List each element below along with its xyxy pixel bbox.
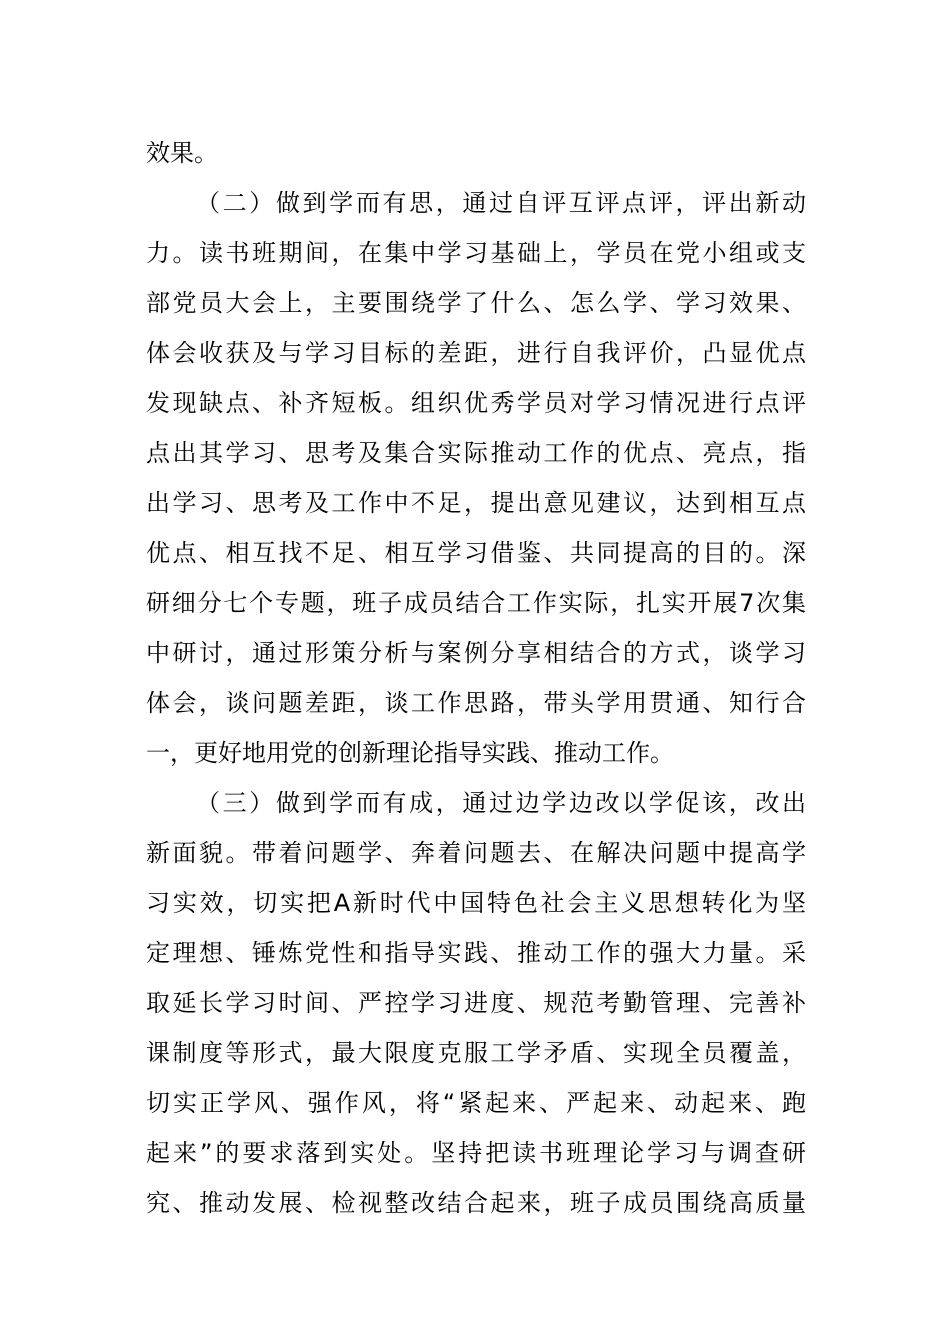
text-line: 新面貌。带着问题学、奔着问题去、在解决问题中提高学 — [146, 839, 806, 867]
text-line: 效果。 — [146, 139, 218, 167]
text-line: 中研讨，通过形策分析与案例分享相结合的方式，谈学习 — [146, 639, 806, 667]
text-line: 一，更好地用党的创新理论指导实践、推动工作。 — [146, 739, 674, 767]
text-line: 体会收获及与学习目标的差距，进行自我评价，凸显优点 — [146, 339, 806, 367]
text-line: 切实正学风、强作风，将“紧起来、严起来、动起来、跑 — [146, 1089, 806, 1117]
text-line: 究、推动发展、检视整改结合起来，班子成员围绕高质量 — [146, 1189, 806, 1217]
section-heading-line: （二）做到学而有思，通过自评互评点评，评出新动 — [196, 189, 806, 217]
text-line: 定理想、锤炼党性和指导实践、推动工作的强大力量。采 — [146, 939, 806, 967]
text-line: 发现缺点、补齐短板。组织优秀学员对学习情况进行点评 — [146, 389, 806, 417]
text-line: 力。读书班期间，在集中学习基础上，学员在党小组或支 — [146, 239, 806, 267]
text-line: 点出其学习、思考及集合实际推动工作的优点、亮点，指 — [146, 439, 806, 467]
text-line: 部党员大会上，主要围绕学了什么、怎么学、学习效果、 — [146, 289, 806, 317]
section-heading-line: （三）做到学而有成，通过边学边改以学促该，改出 — [196, 789, 806, 817]
text-line: 体会，谈问题差距，谈工作思路，带头学用贯通、知行合 — [146, 689, 806, 717]
text-line: 习实效，切实把A新时代中国特色社会主义思想转化为坚 — [146, 889, 806, 917]
text-line: 研细分七个专题，班子成员结合工作实际，扎实开展7次集 — [146, 589, 806, 617]
text-line: 课制度等形式，最大限度克服工学矛盾、实现全员覆盖， — [146, 1039, 806, 1067]
text-line: 优点、相互找不足、相互学习借鉴、共同提高的目的。深 — [146, 539, 806, 567]
text-line: 出学习、思考及工作中不足，提出意见建议，达到相互点 — [146, 489, 806, 517]
text-line: 取延长学习时间、严控学习进度、规范考勤管理、完善补 — [146, 989, 806, 1017]
text-line: 起来”的要求落到实处。坚持把读书班理论学习与调查研 — [146, 1139, 806, 1167]
